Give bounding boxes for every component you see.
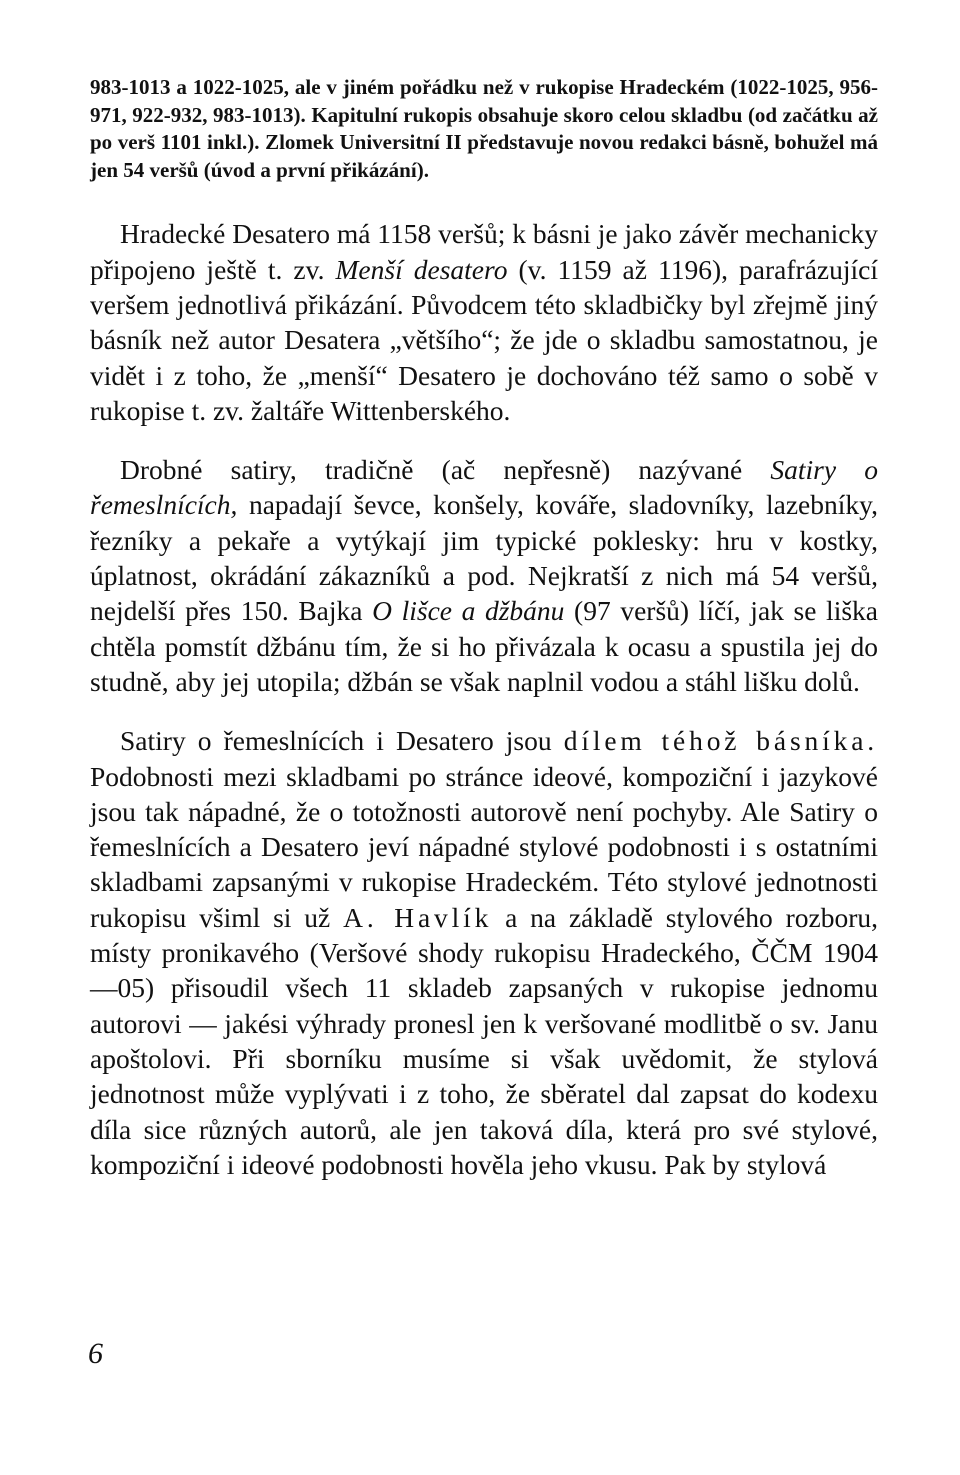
text-run: a na základě stylového rozboru, místy pronikavého (Veršové shody rukopisu Hradeckého, ČČM 1904—05) přisoudil všech 11 skladeb zapsaných v rukopise jednomu autorovi — jakési výhrady pronesl jen k veršované modlitbě o sv. Janu apoštolovi. Při sborníku musíme si však uvědomit, že stylová jednotnost může vyplývati i z toho, že sběratel dal zapsat do kodexu díla sice různých autorů, ale jen taková díla, která pro své stylové, kompoziční i ideové podobnosti hověla jeho vkusu. Pak by stylová	[90, 901, 878, 1180]
italic-title: Satiry o řemeslnících,	[90, 454, 878, 521]
text-run: napadají ševce, konšely, kováře, sladovníky, lazebníky, řezníky a pekaře a vytýkají jim typické poklesky: hru v kostky, úplatnost, okrádání zákazníků a pod. Nejkratší z nich má 54 veršů, nejdelší přes 150. Bajka	[90, 489, 878, 627]
text-run: Hradecké Desatero má 1158 veršů; k básni je jako závěr mechanicky připojeno ještě t. zv.	[90, 218, 878, 285]
page-body	[90, 74, 878, 1182]
page-number: 6	[88, 1337, 103, 1370]
text-run: Drobné satiry, tradičně (ač nepřesně) nazývané	[120, 454, 771, 486]
paragraph-satiry	[90, 452, 878, 699]
intro-paragraph: 983-1013 a 1022-1025, ale v jiném pořádku než v rukopise Hradeckém (1022-1025, 956-971, 922-932, 983-1013). Kapitulní rukopis obsahuje skoro celou skladbu (od začátku až po verš 1101 inkl.). Zlomek Universitní II představuje novou redakci básně, bohužel má jen 54 veršů (úvod a první přikázání).	[90, 75, 878, 182]
italic-title: Menší desatero	[335, 253, 508, 285]
text-run: Satiry o řemeslnících i Desatero jsou	[120, 725, 564, 757]
paragraph-autorstvi	[90, 723, 878, 1182]
text-run: Podobnosti mezi skladbami po stránce ideové, kompoziční i jazykové jsou tak nápadné, že o totožnosti autorově není pochyby. Ale Satiry o řemeslnících a Desatero jeví nápadné stylové podobnosti i s ostatními skladbami zapsanými v rukopise Hradeckém. Této stylové jednotnosti rukopisu všiml si už	[90, 760, 878, 933]
text-run: (v. 1159 až 1196), parafrázující veršem jednotlivá přikázání. Původcem této skladbičky byl zřejmě jiný básník než autor Desatera „většího“; že jde o skladbu samostatnou, je vidět i z toho, že „menší“ Desatero je dochováno též samo o sobě v rukopise t. zv. žaltáře Wittenberského.	[90, 253, 878, 426]
paragraph-desatero	[90, 216, 878, 428]
italic-title: O lišce a džbánu	[372, 595, 565, 627]
spaced-emphasis: A. Havlík	[343, 901, 493, 933]
spaced-emphasis: dílem téhož básníka.	[563, 725, 878, 757]
text-run: (97 veršů) líčí, jak se liška chtěla pomstít džbánu tím, že si ho přivázala k ocasu a spustila jej do studně, aby jej utopila; džbán se však naplnil vodou a stáhl lišku dolů.	[90, 595, 878, 697]
